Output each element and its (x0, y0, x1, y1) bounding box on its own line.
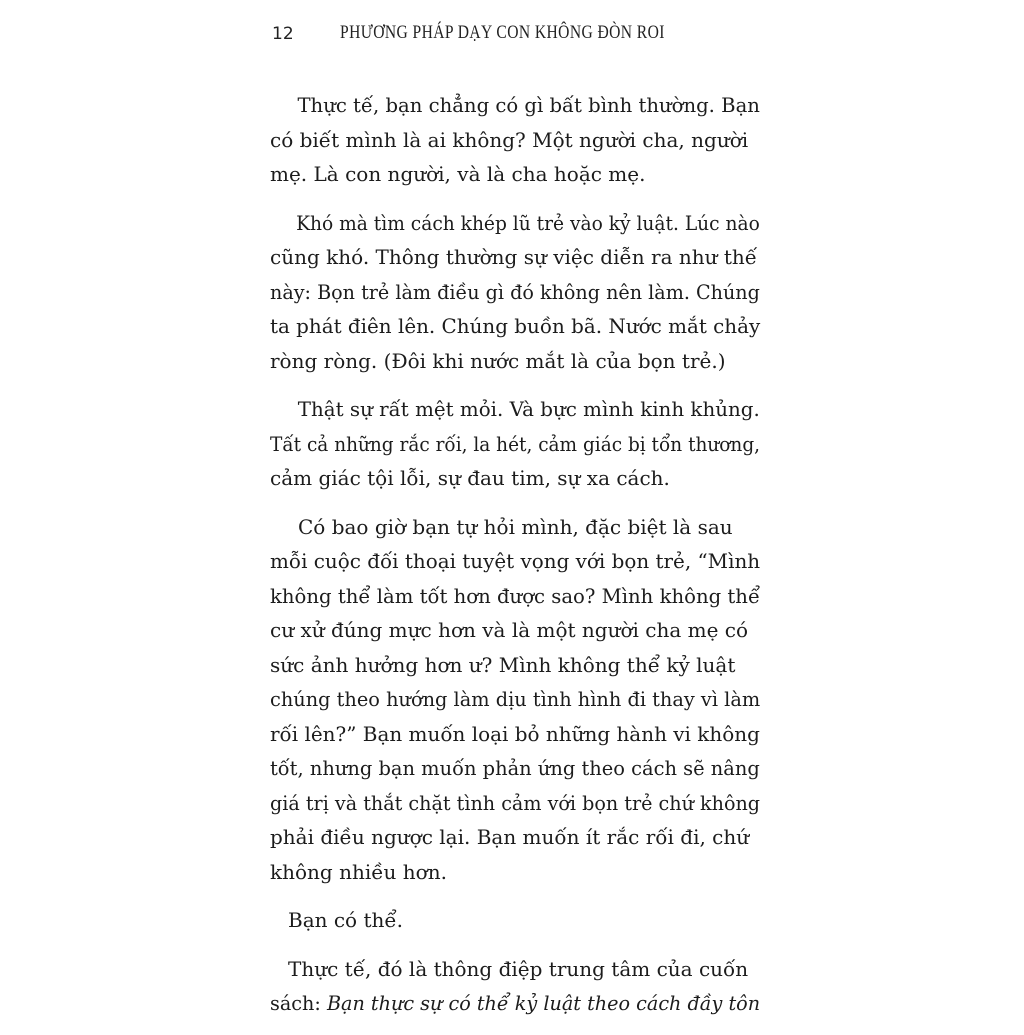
text-line: sức ảnh hưởng hơn ư? Mình không thể kỷ luật (270, 652, 736, 677)
paragraph (270, 510, 760, 890)
page-header (272, 22, 772, 52)
text-line: không nhiều hơn. (270, 859, 447, 884)
text-line: mỗi cuộc đối thoại tuyệt vọng với bọn trẻ, “Mình (270, 549, 761, 573)
paragraph (270, 392, 760, 496)
text-line: giá trị và thắt chặt tình cảm với bọn trẻ chứ không (270, 790, 761, 815)
paragraph (270, 903, 760, 938)
text-line: tốt, nhưng bạn muốn phản ứng theo cách sẽ nâng (270, 756, 760, 780)
text-line: phải điều ngược lại. Bạn muốn ít rắc rối đi, chứ (270, 825, 750, 849)
text-line: Thực tế, bạn chẳng có gì bất bình thường. Bạn (297, 93, 760, 117)
page-number: 12 (272, 24, 294, 44)
text-run: sách: (270, 991, 327, 1015)
text-line: Thật sự rất mệt mỏi. Và bực mình kinh khủng. (297, 397, 760, 421)
text-line: không thể làm tốt hơn được sao? Mình không thể (270, 583, 761, 608)
paragraph (270, 952, 760, 1021)
text-line: này: Bọn trẻ làm điều gì đó không nên làm. Chúng (270, 279, 760, 304)
paragraph (270, 88, 760, 192)
text-line: mẹ. Là con người, và là cha hoặc mẹ. (270, 162, 646, 186)
text-line: cũng khó. Thông thường sự việc diễn ra như thế (270, 245, 758, 269)
text-line: Thực tế, đó là thông điệp trung tâm của cuốn (288, 956, 749, 981)
text-line: ta phát điên lên. Chúng buồn bã. Nước mắt chảy (270, 314, 761, 338)
text-line: Tất cả những rắc rối, la hét, cảm giác bị tổn thương, (270, 431, 761, 456)
body-text (270, 88, 760, 1035)
text-line: Có bao giờ bạn tự hỏi mình, đặc biệt là sau (298, 514, 733, 539)
text-line: Bạn có thể. (288, 908, 404, 932)
text-line: rối lên?” Bạn muốn loại bỏ những hành vi không (270, 721, 760, 746)
text-line: ròng ròng. (Đôi khi nước mắt là của bọn trẻ.) (270, 348, 726, 373)
text-line: cảm giác tội lỗi, sự đau tim, sự xa cách. (270, 466, 670, 490)
text-line: chúng theo hướng làm dịu tình hình đi thay vì làm (270, 687, 761, 711)
paragraph (270, 206, 760, 379)
text-line: có biết mình là ai không? Một người cha, người (270, 127, 749, 152)
text-line: Khó mà tìm cách khép lũ trẻ vào kỷ luật. Lúc nào (296, 210, 760, 235)
text-line: cư xử đúng mực hơn và là một người cha mẹ có (270, 618, 749, 642)
text-line (270, 986, 761, 1021)
italic-text-run: Bạn thực sự có thể kỷ luật theo cách đầy tôn (326, 991, 761, 1015)
running-title: PHƯƠNG PHÁP DẠY CON KHÔNG ĐÒN ROI (340, 22, 665, 43)
